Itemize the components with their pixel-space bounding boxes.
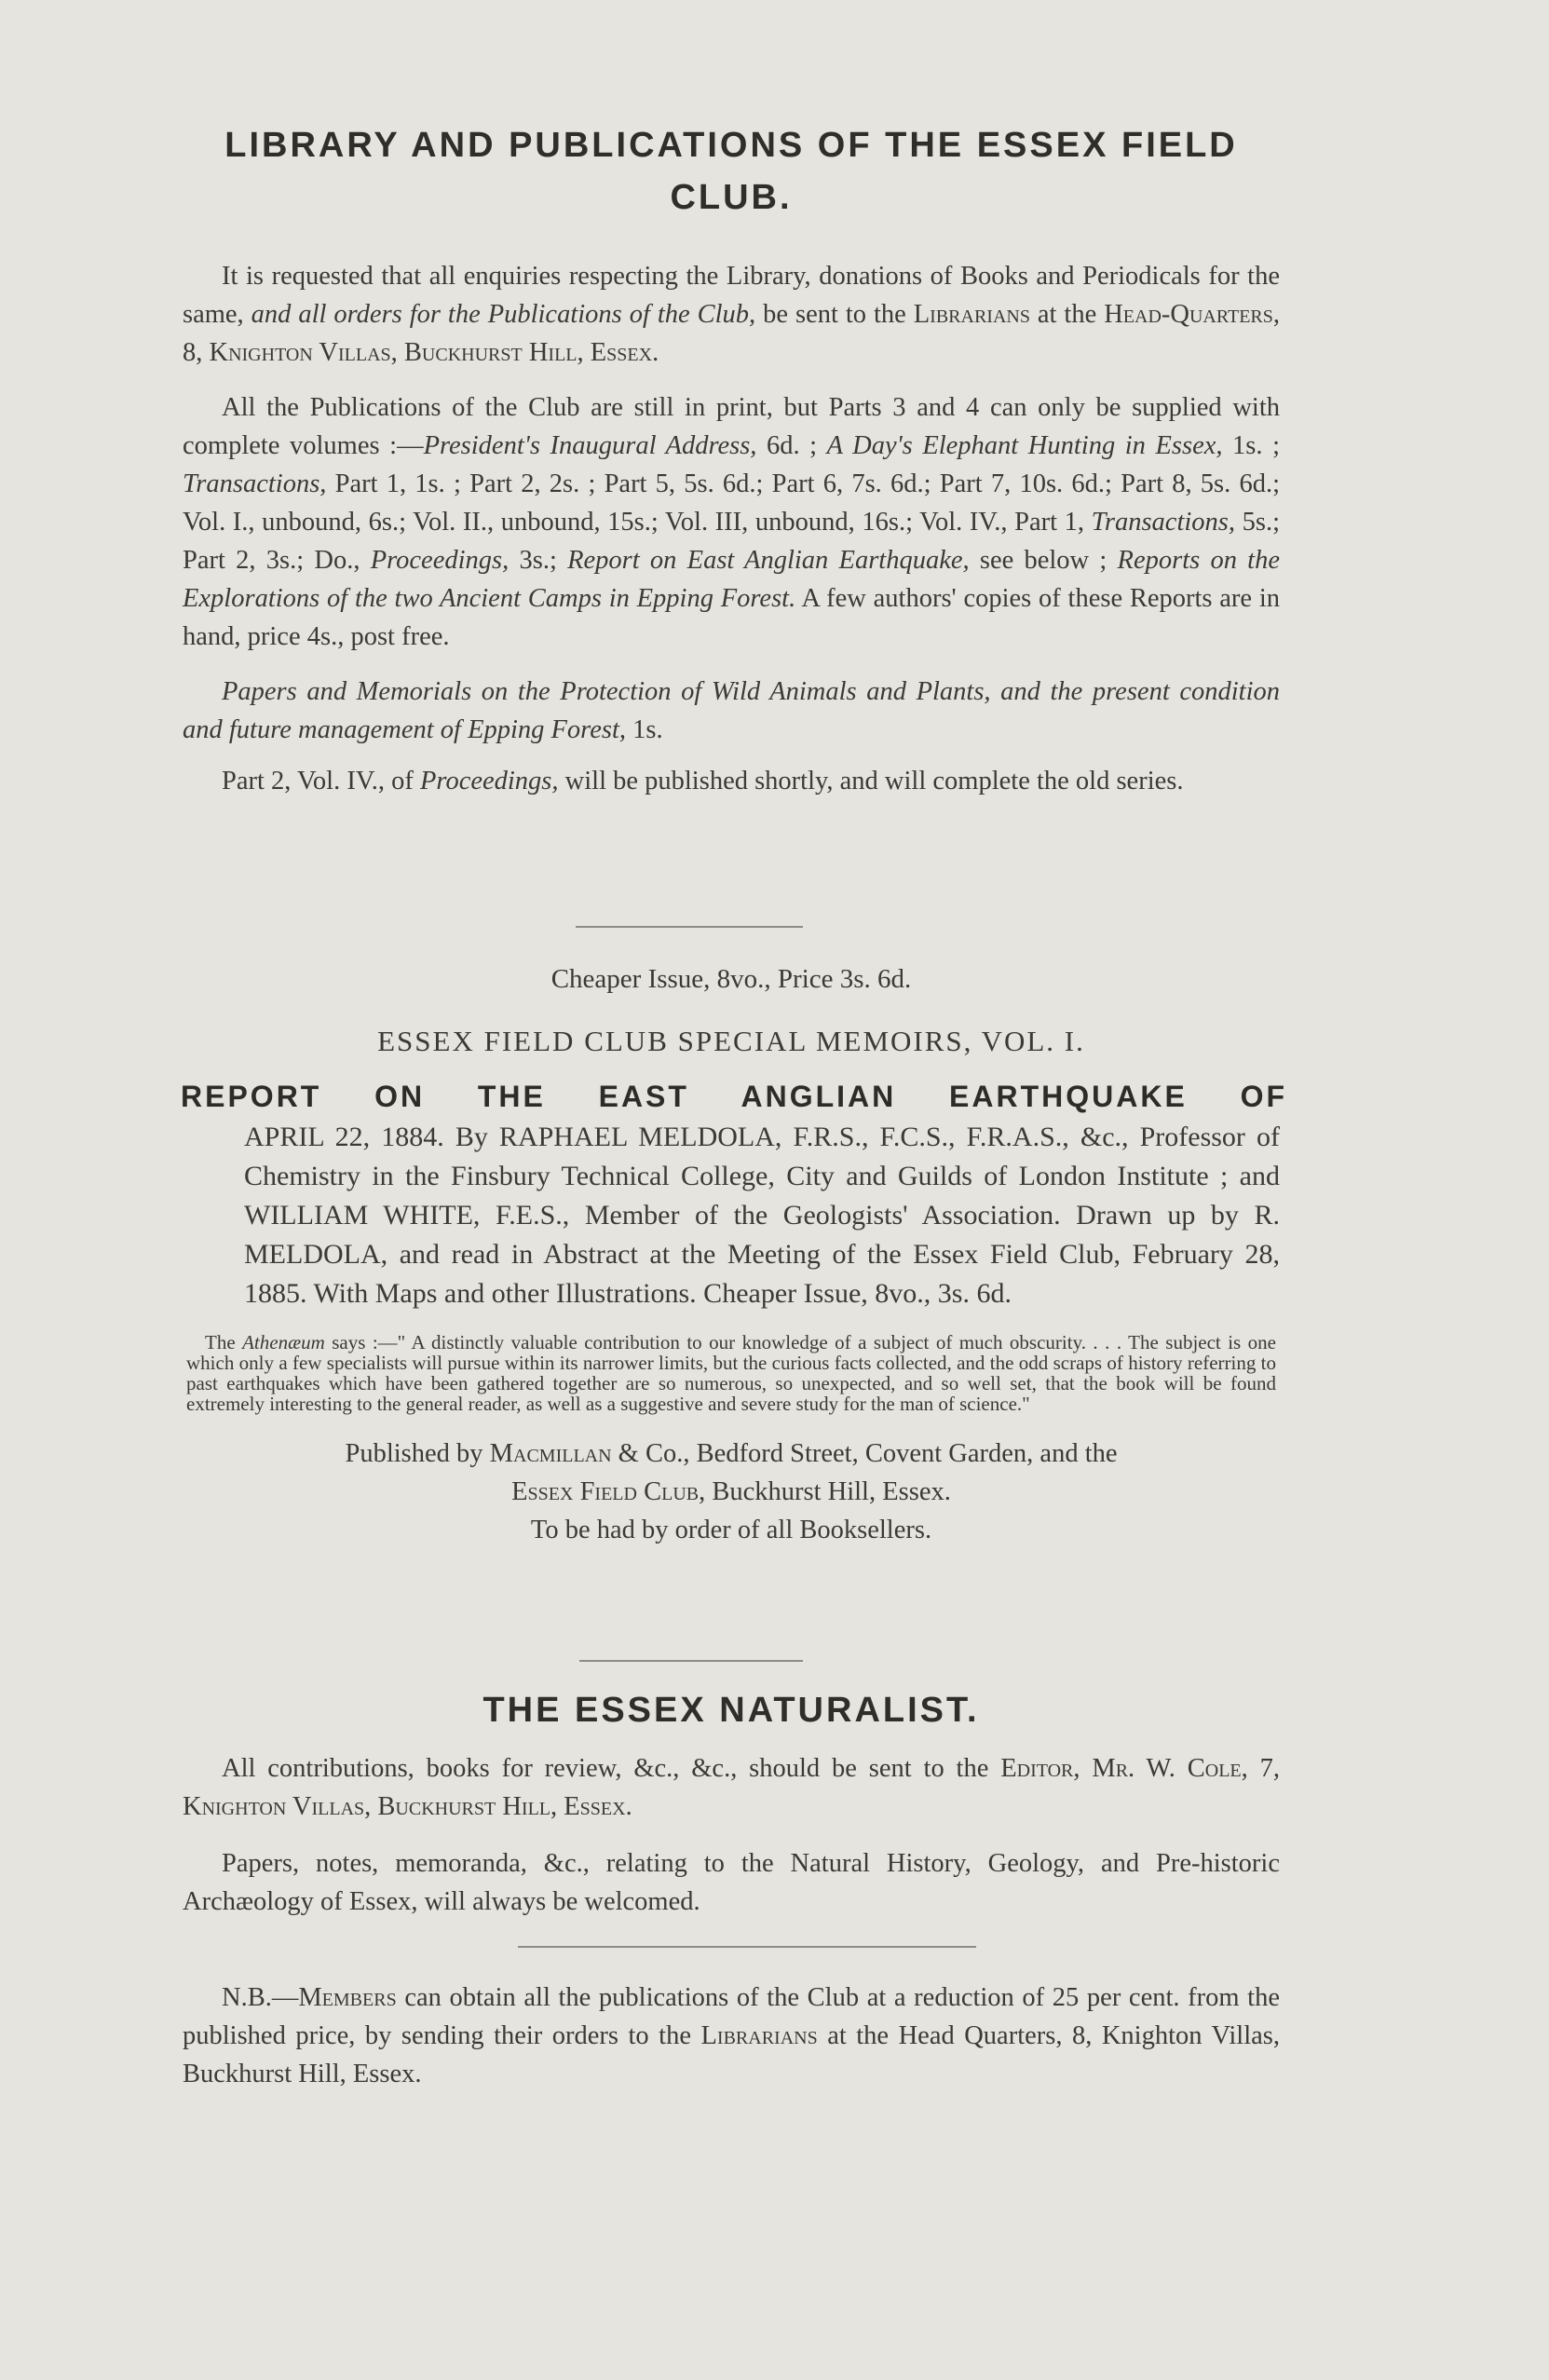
naturalist-contributions: All contributions, books for review, &c., &c., should be sent to the Editor, Mr. W. Cole, 7, Knighton Villas, Buckhurst Hill, Essex. (183, 1754, 1280, 1821)
publisher-line: Published by Macmillan & Co., Bedford Street, Covent Garden, and the Essex Field Club, Buckhurst Hill, Essex. (345, 1439, 1118, 1506)
naturalist-papers: Papers, notes, memoranda, &c., relating to the Natural History, Geology, and Pre-historic Archæology of Essex, will always be welcomed. (183, 1849, 1280, 1916)
library-paragraph-publications: All the Publications of the Club are still in print, but Parts 3 and 4 can only be supplied with complete volumes :—President's Inaugural Address, 6d. ; A Day's Elephant Hunting in Essex, 1s. ; Transactions, Part 1, 1s. ; Part 2, 2s. ; Part 5, 5s. 6d.; Part 6, 7s. 6d.; Part 7, 10s. 6d.; Part 8, 5s. 6d.; Vol. I., unbound, 6s.; Vol. II., unbound, 15s.; Vol. III, unbound, 16s.; Vol. IV., Part 1, Transactions, 5s.; Part 2, 3s.; Do., Proceedings, 3s.; Report on East Anglian Earthquake, see below ; Reports on the Explorations of the two Ancient Camps in Epping Forest. A few authors' copies of these Reports are in hand, price 4s., post free. (183, 393, 1281, 651)
members-note: N.B.—Members can obtain all the publications of the Club at a reduction of 25 per cent. from the published price, by sending their orders to the Librarians at the Head Quarters, 8, Knighton Villas, Buckhurst Hill, Essex. (183, 1983, 1280, 2088)
naturalist-section (183, 1684, 1280, 1921)
memoir-series-title: ESSEX FIELD CLUB SPECIAL MEMOIRS, VOL. I. (377, 1025, 1085, 1057)
memoir-price-line: Cheaper Issue, 8vo., Price 3s. 6d. (550, 964, 912, 994)
library-paragraph-memorials: Papers and Memorials on the Protection of Wild Animals and Plants, and the present condition and future management of Epping Forest, 1s. (183, 677, 1280, 744)
naturalist-heading: THE ESSEX NATURALIST. (482, 1691, 980, 1730)
library-heading: LIBRARY AND PUBLICATIONS OF THE ESSEX FIELD CLUB. (224, 126, 1238, 217)
report-body: APRIL 22, 1884. By RAPHAEL MELDOLA, F.R.S., F.C.S., F.R.A.S., &c., Professor of Chemistry in the Finsbury Technical College, City and Guilds of London Institute ; and WILLIAM WHITE, F.E.S., Member of the Geologists' Association. Drawn up by R. MELDOLA, and read in Abstract at the Meeting of the Essex Field Club, February 28, 1885. With Maps and other Illustrations. Cheaper Issue, 8vo., 3s. 6d. (244, 1122, 1280, 1309)
divider-rule (576, 926, 803, 928)
memoir-section (181, 959, 1287, 1549)
athenaeum-quote: The Athenæum says :—" A distinctly valuable contribution to our knowledge of a subject of much obscurity. . . . The subject is one which only a few specialists will pursue within its narrower limits, but the curious facts collected, and the odd scraps of history referring to past earthquakes which have been gathered together are so numerous, so unexpected, and so well set, that the book will be found extremely interesting to the general reader, as well as a suggestive and severe study for the man of science." (186, 1331, 1276, 1415)
library-paragraph-proceedings: Part 2, Vol. IV., of Proceedings, will be published shortly, and will complete the old series. (222, 767, 1184, 796)
library-section (183, 119, 1280, 800)
divider-rule (518, 1946, 976, 1948)
booksellers-line: To be had by order of all Booksellers. (530, 1516, 932, 1544)
nb-section (183, 1979, 1280, 2093)
divider-rule (579, 1660, 803, 1662)
report-heading: REPORT ON THE EAST ANGLIAN EARTHQUAKE OF (181, 1080, 1287, 1113)
library-paragraph-enquiries: It is requested that all enquiries respecting the Library, donations of Books and Periodicals for the same, and all orders for the Publications of the Club, be sent to the Librarians at the Head-Quarters, 8, Knighton Villas, Buckhurst Hill, Essex. (183, 262, 1281, 367)
